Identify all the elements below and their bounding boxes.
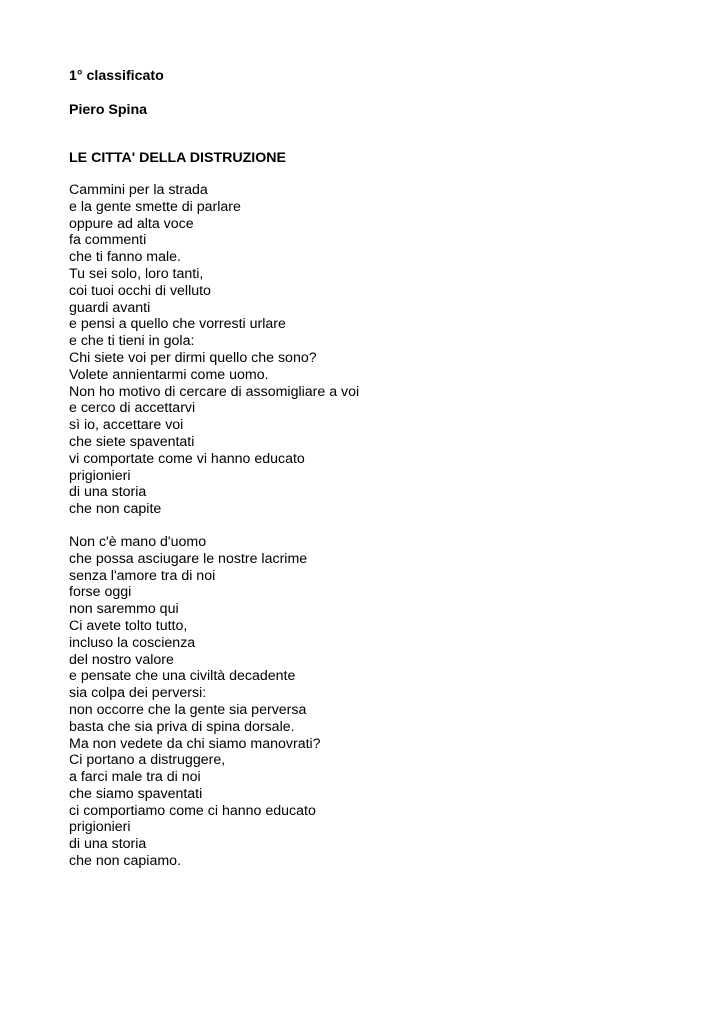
poem-line: prigionieri	[69, 467, 131, 484]
poem-line: che siamo spaventati	[69, 785, 203, 802]
stanza-1	[69, 182, 669, 518]
poem-title: LE CITTA' DELLA DISTRUZIONE	[69, 150, 286, 166]
poem-line: ci comportiamo come ci hanno educato	[69, 802, 316, 819]
poem-line: prigionieri	[69, 819, 131, 836]
poem-line: di una storia	[69, 484, 147, 501]
poem-line: sì io, accettare voi	[69, 417, 184, 434]
poem-line: Chi siete voi per dirmi quello che sono?	[69, 349, 317, 366]
poem-line: che non capite	[69, 501, 162, 518]
rank-heading: 1° classificato	[69, 68, 164, 84]
poem-line: e la gente smette di parlare	[69, 198, 241, 215]
poem-line: di una storia	[69, 836, 147, 853]
poem-line: oppure ad alta voce	[69, 215, 194, 232]
poem-line: del nostro valore	[69, 651, 174, 668]
document-page	[69, 66, 669, 870]
poem-line: sia colpa dei perversi:	[69, 685, 207, 702]
poem-line: Ci portano a distruggere,	[69, 752, 226, 769]
poem-line: che siete spaventati	[69, 433, 195, 450]
poem-line: guardi avanti	[69, 299, 151, 316]
poem-line: e che ti tieni in gola:	[69, 333, 195, 350]
poem-line: a farci male tra di noi	[69, 769, 201, 786]
poem-line: Tu sei solo, loro tanti,	[69, 265, 204, 282]
poem-line: incluso la coscienza	[69, 634, 196, 651]
poem-line: basta che sia priva di spina dorsale.	[69, 718, 295, 735]
poem-line: fa commenti	[69, 232, 147, 249]
poem-line: che possa asciugare le nostre lacrime	[69, 550, 308, 567]
poem-line: Non ho motivo di cercare di assomigliare a voi	[69, 383, 360, 400]
poem-line: e pensate che una civiltà decadente	[69, 668, 296, 685]
poem-line: che non capiamo.	[69, 853, 181, 870]
poem-line: Volete annientarmi come uomo.	[69, 366, 269, 383]
poem-line: e cerco di accettarvi	[69, 400, 196, 417]
poem-line: e pensi a quello che vorresti urlare	[69, 316, 286, 333]
poem-line: non occorre che la gente sia perversa	[69, 701, 307, 718]
poem-line: senza l'amore tra di noi	[69, 567, 216, 584]
poem-line: che ti fanno male.	[69, 249, 181, 266]
poem-line: Cammini per la strada	[69, 182, 208, 198]
poem-line: coi tuoi occhi di velluto	[69, 282, 211, 299]
poem-line: forse oggi	[69, 584, 132, 601]
poem-line: Non c'è mano d'uomo	[69, 533, 207, 550]
poem-line: Ma non vedete da chi siamo manovrati?	[69, 735, 321, 752]
stanza-2	[69, 534, 669, 870]
poem-line: non saremmo qui	[69, 601, 179, 618]
poem-line: vi comportate come vi hanno educato	[69, 450, 305, 467]
author-name: Piero Spina	[69, 102, 148, 118]
poem-line: Ci avete tolto tutto,	[69, 617, 188, 634]
